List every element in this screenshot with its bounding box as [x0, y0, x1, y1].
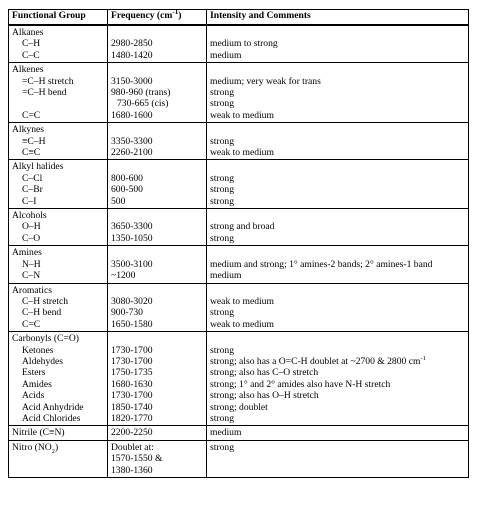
comment-cell	[207, 25, 469, 63]
frequency-value: 1730-1700	[111, 344, 153, 356]
group-title: Amines	[12, 247, 42, 259]
frequency-value: Doublet at:	[111, 441, 154, 453]
comment-text: strong	[210, 307, 234, 319]
comment-cell	[207, 160, 469, 209]
comment-cell	[207, 123, 469, 160]
group-item: O–H	[22, 221, 41, 233]
group-cell	[9, 160, 108, 209]
frequency-value: 3350-3300	[111, 135, 153, 147]
group-title: Nitrile (C≡N)	[12, 427, 65, 439]
table-row-aromatics	[9, 283, 469, 332]
frequency-value: 3150-3000	[111, 75, 153, 87]
comment-cell	[207, 283, 469, 332]
group-item: Ketones	[22, 344, 54, 356]
group-item: =C–H bend	[22, 87, 67, 99]
ir-frequency-table	[8, 9, 469, 478]
group-item: C–H bend	[22, 307, 62, 319]
group-cell	[9, 123, 108, 160]
comment-text: medium	[210, 270, 242, 282]
comment-text: strong	[210, 195, 234, 207]
comment-cell	[207, 426, 469, 440]
comment-text: strong	[210, 184, 234, 196]
group-item: C–Cl	[22, 172, 43, 184]
frequency-value: 3650-3300	[111, 221, 153, 233]
group-cell	[9, 440, 108, 477]
comment-text: strong	[210, 232, 234, 244]
comment-text: strong; also has C–O stretch	[210, 367, 319, 379]
comment-text: weak to medium	[210, 147, 274, 159]
comment-text: strong	[210, 441, 234, 453]
group-item: C–Br	[22, 184, 43, 196]
comment-cell	[207, 209, 469, 246]
comment-text: medium to strong	[210, 38, 278, 50]
group-item: C–N	[22, 270, 41, 282]
frequency-value: 3080-3020	[111, 295, 153, 307]
frequency-cell	[108, 160, 207, 209]
group-item: C=C	[22, 318, 41, 330]
table-row-nitro	[9, 440, 469, 477]
group-item: C=C	[22, 109, 41, 121]
frequency-cell	[108, 63, 207, 123]
comment-text: strong; 1° and 2° amides also have N-H stretch	[210, 378, 391, 390]
frequency-value: 3500-3100	[111, 258, 153, 270]
frequency-cell	[108, 426, 207, 440]
comment-text: medium	[210, 49, 242, 61]
comment-cell	[207, 63, 469, 123]
group-item: Amides	[22, 378, 52, 390]
comment-text: medium; very weak for trans	[210, 75, 321, 87]
frequency-value: ~1200	[111, 270, 136, 282]
comment-text: medium	[210, 427, 242, 439]
frequency-value: 1480-1420	[111, 49, 153, 61]
group-cell	[9, 426, 108, 440]
frequency-value: 2260-2100	[111, 147, 153, 159]
comment-text: strong	[210, 87, 234, 99]
comment-text: strong	[210, 98, 234, 110]
group-item: Acid Anhydride	[22, 401, 84, 413]
comment-text: strong; also has a O=C-H doublet at ~2700 & 2800 $cm^{-1}$	[210, 354, 426, 367]
frequency-cell	[108, 123, 207, 160]
frequency-value: 1680-1600	[111, 109, 153, 121]
table-row-alcohols	[9, 209, 469, 246]
table-row-amines	[9, 246, 469, 283]
comment-text: strong; also has O–H stretch	[210, 390, 319, 402]
frequency-value: 800-600	[111, 172, 143, 184]
table-row-nitrile	[9, 426, 469, 440]
table-row-alkenes	[9, 63, 469, 123]
table-row-alkyl-halides	[9, 160, 469, 209]
group-item: N–H	[22, 258, 41, 270]
group-item: =C–H stretch	[22, 75, 74, 87]
comment-cell	[207, 246, 469, 283]
group-item: C–O	[22, 232, 41, 244]
frequency-value: 1750-1735	[111, 367, 153, 379]
group-item: Esters	[22, 367, 46, 379]
frequency-value: 1380-1360	[111, 464, 153, 476]
header-comments: Intensity and Comments	[207, 10, 469, 26]
group-cell	[9, 63, 108, 123]
frequency-value: 730-665 (cis)	[117, 98, 169, 110]
group-title: Alkanes	[12, 27, 44, 38]
frequency-cell	[108, 209, 207, 246]
group-cell	[9, 25, 108, 63]
table-row-alkanes	[9, 25, 469, 63]
comment-text: weak to medium	[210, 109, 274, 121]
frequency-value: 980-960 (trans)	[111, 87, 171, 99]
comment-cell	[207, 332, 469, 426]
frequency-value: 1680-1630	[111, 378, 153, 390]
table-row-alkynes	[9, 123, 469, 160]
frequency-value: 2200-2250	[111, 427, 153, 439]
frequency-value: 1850-1740	[111, 401, 153, 413]
comment-cell	[207, 440, 469, 477]
frequency-value: 1650-1580	[111, 318, 153, 330]
frequency-cell	[108, 25, 207, 63]
group-item: C–H	[22, 38, 41, 50]
frequency-value: 1730-1700	[111, 390, 153, 402]
frequency-value: 900-730	[111, 307, 143, 319]
frequency-value: 1350-1050	[111, 232, 153, 244]
group-title: Nitro $(NO_2)$	[12, 441, 59, 455]
comment-text: strong and broad	[210, 221, 275, 233]
header-row	[9, 10, 469, 26]
comment-text: strong	[210, 135, 234, 147]
comment-text: medium and strong; 1° amines-2 bands; 2° amines-1 band	[210, 258, 433, 270]
frequency-value: 600-500	[111, 184, 143, 196]
group-item: Aldehydes	[22, 355, 64, 367]
header-frequency: Frequency $(cm^{-1})$	[108, 10, 207, 26]
group-title: Carbonyls (C=O)	[12, 333, 79, 345]
frequency-value: 1570-1550 &	[111, 453, 163, 465]
frequency-value: 500	[111, 195, 126, 207]
comment-text: strong; doublet	[210, 401, 268, 413]
group-item: ≡C–H	[22, 135, 46, 147]
frequency-value: 1820-1770	[111, 412, 153, 424]
frequency-value: 1730-1700	[111, 355, 153, 367]
frequency-cell	[108, 246, 207, 283]
group-item: Acids	[22, 390, 45, 402]
header-functional-group: Functional Group	[9, 10, 108, 26]
frequency-cell	[108, 440, 207, 477]
group-title: Alkynes	[12, 124, 44, 136]
group-item: C–I	[22, 195, 37, 207]
comment-text: strong	[210, 344, 234, 356]
frequency-cell	[108, 332, 207, 426]
group-cell	[9, 246, 108, 283]
group-item: C–H stretch	[22, 295, 69, 307]
group-item: C–C	[22, 49, 40, 61]
group-item: C≡C	[22, 147, 41, 159]
comment-text: strong	[210, 412, 234, 424]
comment-text: strong	[210, 172, 234, 184]
frequency-value: 2980-2850	[111, 38, 153, 50]
group-cell	[9, 283, 108, 332]
group-cell	[9, 332, 108, 426]
group-title: Alkyl halides	[12, 161, 64, 173]
group-title: Alkenes	[12, 64, 44, 76]
comment-text: weak to medium	[210, 318, 274, 330]
group-title: Aromatics	[12, 284, 52, 296]
table-row-carbonyls	[9, 332, 469, 426]
group-cell	[9, 209, 108, 246]
group-item: Acid Chlorides	[22, 412, 81, 424]
group-title: Alcohols	[12, 210, 47, 222]
comment-text: weak to medium	[210, 295, 274, 307]
frequency-cell	[108, 283, 207, 332]
